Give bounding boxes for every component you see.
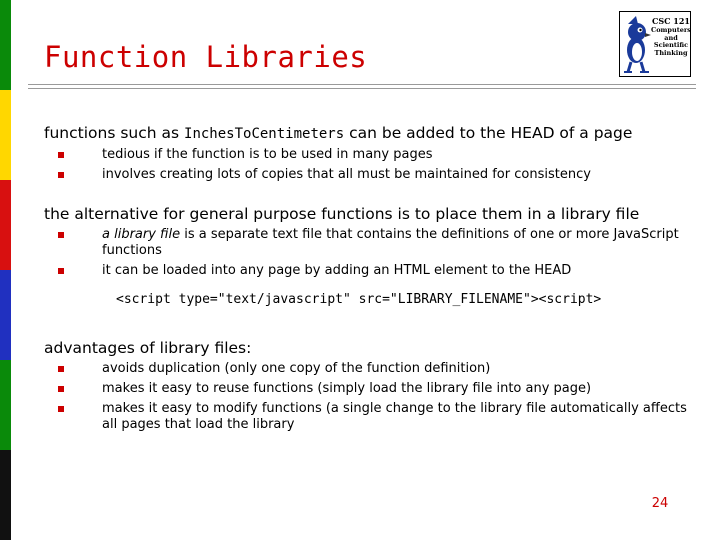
bullet-square-icon [58, 232, 64, 238]
bullet-square-icon [58, 386, 64, 392]
title-divider-bottom [28, 88, 696, 89]
title-divider-top [28, 84, 696, 85]
logo-line-4: Thinking [654, 48, 688, 57]
script-tag-code-sample: <script type="text/javascript" src="LIBRARY_FILENAME"><script> [116, 292, 602, 307]
stripe-green-bottom [0, 360, 11, 450]
section1-lead: functions such as InchesToCentimeters can be added to the HEAD of a page [44, 124, 633, 142]
stripe-yellow [0, 90, 11, 180]
bullet-square-icon [58, 366, 64, 372]
stripe-green-top [0, 0, 11, 90]
section3-bullets [44, 361, 694, 433]
bullet-square-icon [58, 406, 64, 412]
section2-lead: the alternative for general purpose functions is to place them in a library file [44, 205, 640, 223]
slide-body [44, 120, 694, 437]
list-item: it can be loaded into any page by adding an HTML element to the HEAD [102, 263, 694, 279]
bluejay-mascot-icon [622, 14, 652, 74]
bullet-square-icon [58, 268, 64, 274]
logo-line-1: Computers [651, 26, 691, 34]
list-item: avoids duplication (only one copy of the function definition) [102, 361, 694, 377]
section2-bullets [44, 227, 694, 279]
inline-code-function-name: InchesToCentimeters [184, 126, 345, 142]
list-item: tedious if the function is to be used in many pages [102, 147, 694, 163]
page-number: 24 [651, 496, 669, 511]
stripe-black [0, 450, 11, 540]
list-item: makes it easy to modify functions (a single change to the library file automatically affects all pages that load the library [102, 401, 694, 433]
list-item: involves creating lots of copies that all must be maintained for consistency [102, 167, 694, 183]
stripe-blue [0, 270, 11, 360]
course-logo [619, 11, 691, 77]
stripe-red [0, 180, 11, 270]
logo-line-3: Scientific [653, 41, 689, 50]
bullet-square-icon [58, 152, 64, 158]
slide-title: Function Libraries [44, 40, 368, 74]
section3-lead: advantages of library files: [44, 339, 252, 357]
section1-bullets [44, 147, 694, 183]
logo-line-2: and [664, 33, 678, 42]
list-item: a library file is a separate text file that contains the definitions of one or more JavaScript functions [102, 227, 694, 259]
logo-course: CSC 121 [652, 16, 690, 26]
bullet-square-icon [58, 172, 64, 178]
list-item: makes it easy to reuse functions (simply load the library file into any page) [102, 381, 694, 397]
